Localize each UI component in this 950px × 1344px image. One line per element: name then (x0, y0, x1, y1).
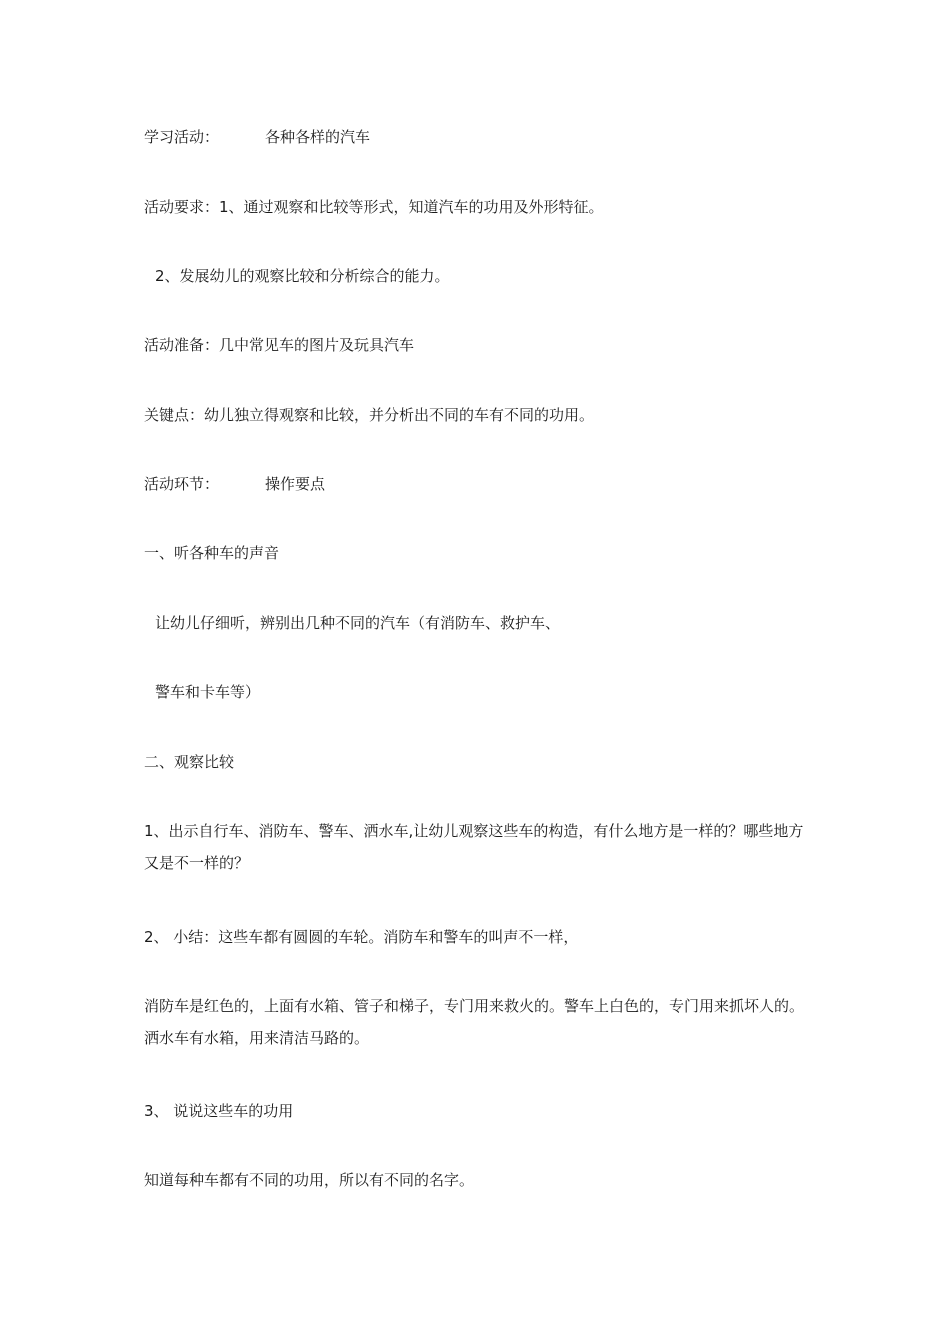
section-1-line-1: 让幼儿仔细听，辨别出几种不同的汽车（有消防车、救护车、 (155, 614, 561, 632)
section-1-heading: 一、听各种车的声音 (144, 544, 280, 562)
section-2-heading: 二、观察比较 (144, 753, 235, 771)
item-2-detail-paragraph: 消防车是红色的，上面有水箱、管子和梯子，专门用来救火的。警车上白色的，专门用来抓坏人的。洒水车有水箱，用来清洁马路的。 (144, 997, 805, 1047)
steps-label: 活动环节： (144, 475, 220, 493)
requirements-1: 活动要求：1、通过观察和比较等形式，知道汽车的功用及外形特征。 (144, 198, 604, 216)
key-point-line: 关键点：幼儿独立得观察和比较，并分析出不同的车有不同的功用。 (144, 406, 595, 424)
activity-label: 学习活动： (144, 128, 220, 146)
conclusion-line: 知道每种车都有不同的功用，所以有不同的名字。 (144, 1171, 475, 1189)
item-3-line: 3、 说说这些车的功用 (144, 1102, 294, 1120)
steps-title: 操作要点 (265, 475, 326, 493)
section-1-line-2: 警车和卡车等） (155, 683, 261, 701)
activity-title: 各种各样的汽车 (265, 128, 371, 146)
item-1-paragraph: 1、出示自行车、消防车、警车、洒水车,让幼儿观察这些车的构造，有什么地方是一样的？哪些地方又是不一样的？ (144, 822, 804, 872)
item-2-line: 2、 小结：这些车都有圆圆的车轮。消防车和警车的叫声不一样， (144, 928, 579, 946)
steps-line (144, 473, 325, 495)
requirements-2: 2、发展幼儿的观察比较和分析综合的能力。 (155, 267, 450, 285)
activity-line (144, 126, 370, 148)
preparation-line: 活动准备：几中常见车的图片及玩具汽车 (144, 336, 415, 354)
